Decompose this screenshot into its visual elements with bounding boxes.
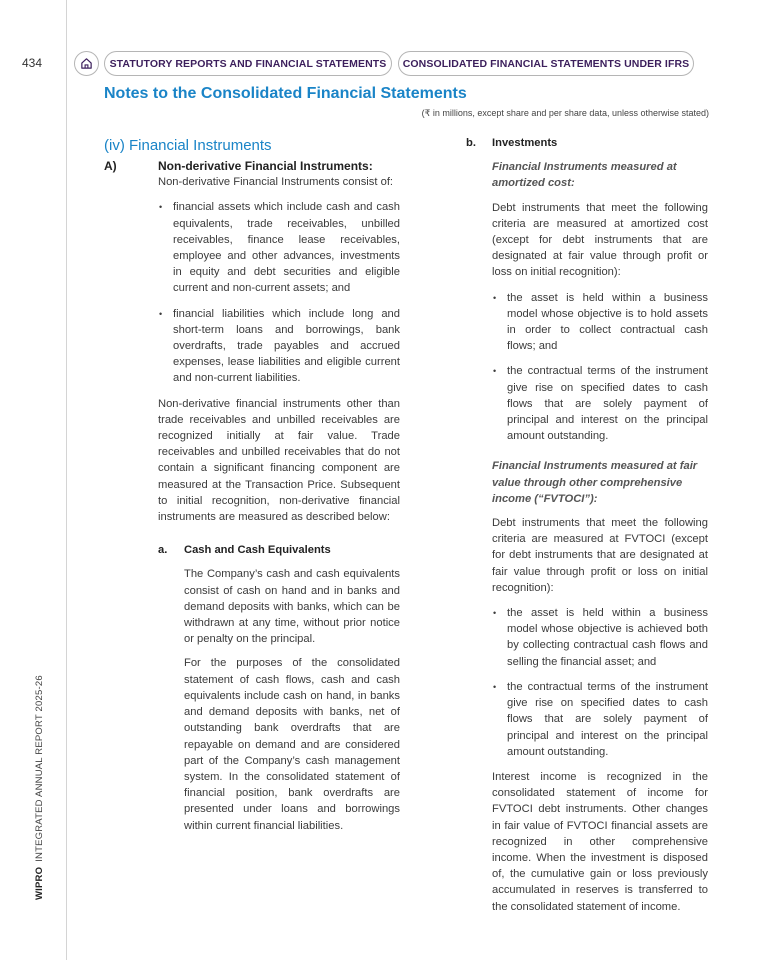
list-item: • the contractual terms of the instrument give rise on specified dates to cash flows that are solely payment of principal and interest on the principal amount outstanding. [492, 363, 708, 444]
list-item: • financial assets which include cash and cash equivalents, trade receivables, unbilled receivables, finance lease receivables, employee and other advances, investments in equity and debt securities and eligible current and non-current assets; and [158, 199, 400, 296]
investments-header [466, 135, 708, 151]
home-icon [80, 57, 93, 70]
paragraph: Interest income is recognized in the consolidated statement of income for FVTOCI debt instruments. Other changes in fair value of FVTOCI financial assets are recognized in other comprehensive income. When the investment is disposed of, the cumulative gain or loss previously accumulated in reserves is transferred to the consolidated statement of income. [492, 770, 708, 913]
right-column [466, 135, 708, 915]
subsection-a-marker: A) [104, 159, 117, 173]
paragraph: Debt instruments that meet the following criteria are measured at FVTOCI (except for debt instruments that are designated at fair value through profit or loss on initial recognition): [492, 517, 708, 594]
subsection-a-header [104, 158, 400, 174]
sub-heading: Investments [492, 137, 558, 149]
list-item: • financial liabilities which include long and short-term loans and borrowings, bank overdrafts, trade payables and accrued expenses, lease liabilities and eligible current and non-current liabilities. [158, 306, 400, 387]
page-number: 434 [22, 56, 43, 70]
cash-equivalents-header [158, 542, 400, 558]
unit-note: (₹ in millions, except share and per share data, unless otherwise stated) [421, 108, 709, 118]
cash-equivalents-body [184, 566, 400, 833]
fvtoci-heading: Financial Instruments measured at fair value through other comprehensive income (“FVTOCI”): [492, 460, 698, 505]
paragraph: The Company’s cash and cash equivalents consist of cash on hand and in banks and demand deposits with banks, which can be withdrawn at any time, without prior notice or penalty on the principal. [184, 568, 400, 646]
subsection-a-intro: Non-derivative Financial Instruments consist of: [158, 176, 394, 189]
sub-marker: a. [158, 544, 168, 557]
list-item: • the asset is held within a business model whose objective is to hold assets in order to collect contractual cash flows; and [492, 290, 708, 355]
report-name: INTEGRATED ANNUAL REPORT 2025-26 [34, 675, 45, 862]
list-item: • the asset is held within a business model whose objective is achieved both by collecting contractual cash flows and selling the financial asset; and [492, 605, 708, 670]
subsection-a-body [158, 174, 400, 525]
left-column [104, 137, 400, 834]
section-title: (iv) Financial Instruments [104, 137, 272, 154]
sub-heading: Cash and Cash Equivalents [184, 544, 331, 557]
investments-body [492, 159, 708, 915]
subsection-a-heading: Non-derivative Financial Instruments: [158, 159, 373, 173]
side-report-label [34, 675, 45, 900]
brand-name: WIPRO [34, 866, 45, 900]
paragraph: For the purposes of the consolidated statement of cash flows, cash and cash equivalents include cash on hand, in banks and demand deposits with banks, net of outstanding bank overdrafts that are repayable on demand and are considered part of the Company’s cash management system. In the consolidated statement of financial position, bank overdrafts are presented under loans and borrowings within current financial liabilities. [184, 657, 400, 832]
amortized-criteria-list [492, 290, 708, 445]
breadcrumb-consolidated-ifrs[interactable]: CONSOLIDATED FINANCIAL STATEMENTS UNDER IFRS [398, 51, 694, 76]
paragraph: Debt instruments that meet the following criteria are measured at amortized cost (except for debt instruments that are designated at fair value through profit or loss on initial recognition): [492, 201, 708, 279]
breadcrumb-statutory-reports[interactable]: STATUTORY REPORTS AND FINANCIAL STATEMENTS [104, 51, 392, 76]
instrument-list [158, 199, 400, 386]
amortized-heading: Financial Instruments measured at amortized cost: [492, 161, 677, 190]
fvtoci-criteria-list [492, 605, 708, 760]
sub-marker: b. [466, 137, 476, 149]
home-button[interactable] [74, 51, 99, 76]
list-item: • the contractual terms of the instrument give rise on specified dates to cash flows that are solely payment of principal and interest on the principal amount outstanding. [492, 679, 708, 760]
paragraph: Non-derivative financial instruments other than trade receivables and unbilled receivables are recognized initially at fair value. Trade receivables and unbilled receivables that do not contain a significant financing component are measured at the Transaction Price. Subsequent to initial recognition, non-derivative financial instruments are measured as described below: [158, 397, 400, 524]
page-title: Notes to the Consolidated Financial Statements [104, 85, 467, 102]
margin-rule [66, 0, 67, 960]
